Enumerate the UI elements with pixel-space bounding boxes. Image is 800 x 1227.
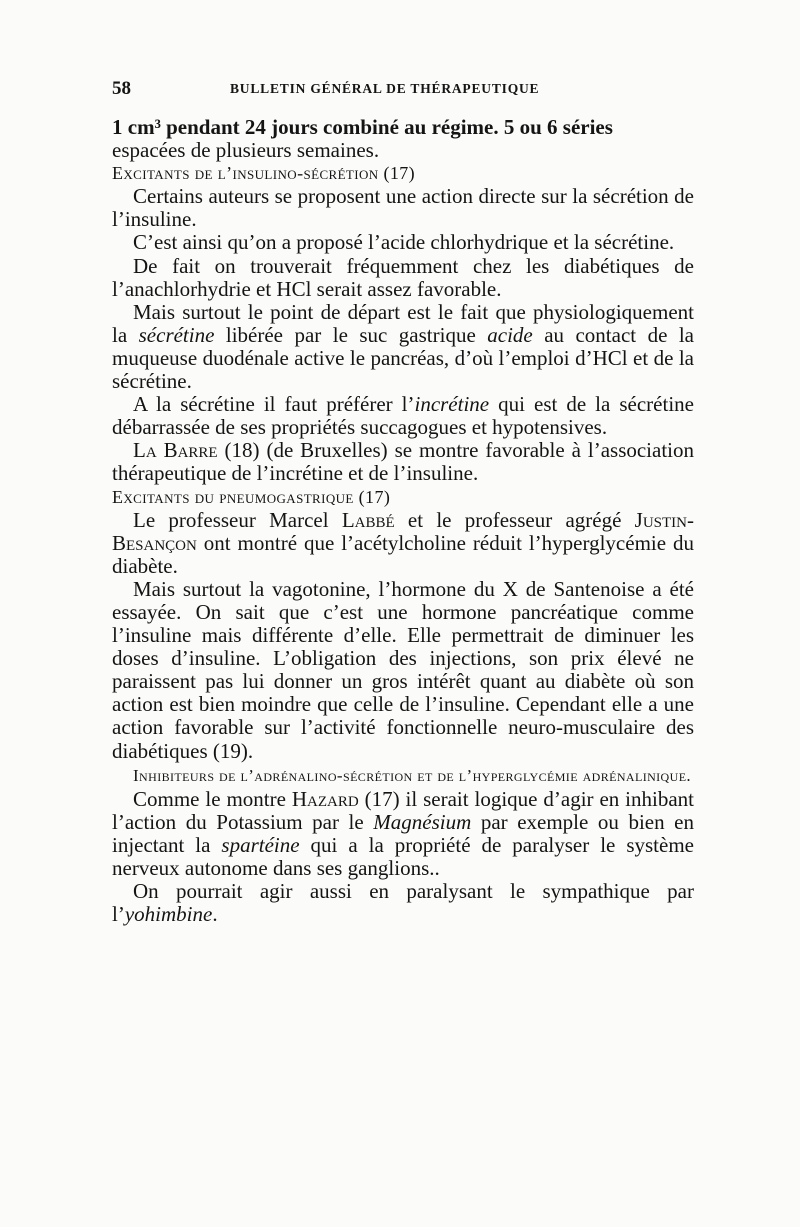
text-run: On pourrait agir aussi en paralysant le sympathique par l’ [112,879,694,927]
text-run: A la sécrétine il faut préférer l’ [133,392,415,417]
text-run: par exemple ou bien en injectant la [112,809,694,857]
section-heading-pneumogastrique: Excitants du pneumogastrique (17) [112,486,391,507]
paragraph [112,880,694,926]
page-header [112,78,692,102]
text-run: . [212,902,218,927]
paragraph [112,439,694,485]
text-run: qui a la propriété de paralyser le système nerveux autonome dans ses ganglions.. [112,832,694,880]
text-run: au contact de la muqueuse duodénale active le pancréas, d’où l’emploi d’HCl et de la sécrétine. [112,322,694,394]
paragraph: Certains auteurs se proposent une action directe sur la sécrétion de l’insuline. [112,184,694,232]
paragraph [112,301,694,393]
page-number: 58 [112,78,131,99]
author-name: La Barre [133,438,218,463]
running-title: BULLETIN GÉNÉRAL DE THÉRAPEUTIQUE [230,81,540,96]
text-run: (17) il serait logique d’agir en inhibant l’action du Potassium par le [112,786,694,834]
italic-term: spartéine [221,832,300,857]
italic-term: sécrétine [138,322,215,347]
paragraph: Mais surtout la vagotonine, l’hormone du X de Santenoise a été essayée. On sait que c’est une hormone pancréatique comme l’insuline mais différente d’elle. Elle permettrait de diminuer les doses d’insuline. L’obligation des injections, son prix élevé ne paraissent pas lui donner un gros intérêt quant au diabète où son action est bien moindre que celle de l’insuline. Cependant elle a une action favorable sur l’activité fonctionnelle neuro-musculaire des diabétiques (19). [112,576,694,763]
author-name: Labbé [341,507,395,532]
section-heading-insulino-secretion: Excitants de l’insulino-sécrétion (17) [112,163,416,184]
text-run: (18) (de Bruxelles) se montre favorable à l’association thérapeutique de l’incrétine et de l’insuline. [112,438,695,486]
opening-line-1: 1 cm³ pendant 24 jours combiné au régime. 5 ou 6 séries [112,115,613,139]
section-heading-adrenalino-secretion: Inhibiteurs de l’adrénalino-sécrétion et de l’hyperglycémie adrénalinique. [133,765,692,785]
italic-term: yohimbine [124,902,213,927]
italic-term: acide [487,322,533,347]
text-run: Mais surtout le point de départ est le fait que physiologiquement la [112,299,694,347]
opening-line-2: espacées de plusieurs semaines. [112,138,380,163]
paragraph [112,393,694,439]
italic-term: Magnésium [373,809,472,834]
author-name: Hazard [291,786,359,811]
page-body [112,116,694,926]
text-run: Comme le montre [133,786,292,811]
text-run: ont montré que l’acétylcholine réduit l’hyperglycémie du diabète. [112,530,694,578]
text-run: et le professeur agrégé [394,507,635,532]
italic-term: incrétine [414,392,490,417]
paragraph [112,509,694,578]
paragraph [112,788,694,880]
author-name: Justin-Besançon [112,507,694,555]
text-run: Le professeur Marcel [133,507,342,532]
text-run: qui est de la sécrétine débarrassée de ses propriétés succagogues et hypotensives. [112,392,694,440]
paragraph: C’est ainsi qu’on a proposé l’acide chlorhydrique et la sécrétine. [133,230,675,255]
paragraph: De fait on trouverait fréquemment chez les diabétiques de l’anachlorhydrie et HCl serait assez favorable. [112,253,694,301]
text-run: libérée par le suc gastrique [214,322,488,347]
